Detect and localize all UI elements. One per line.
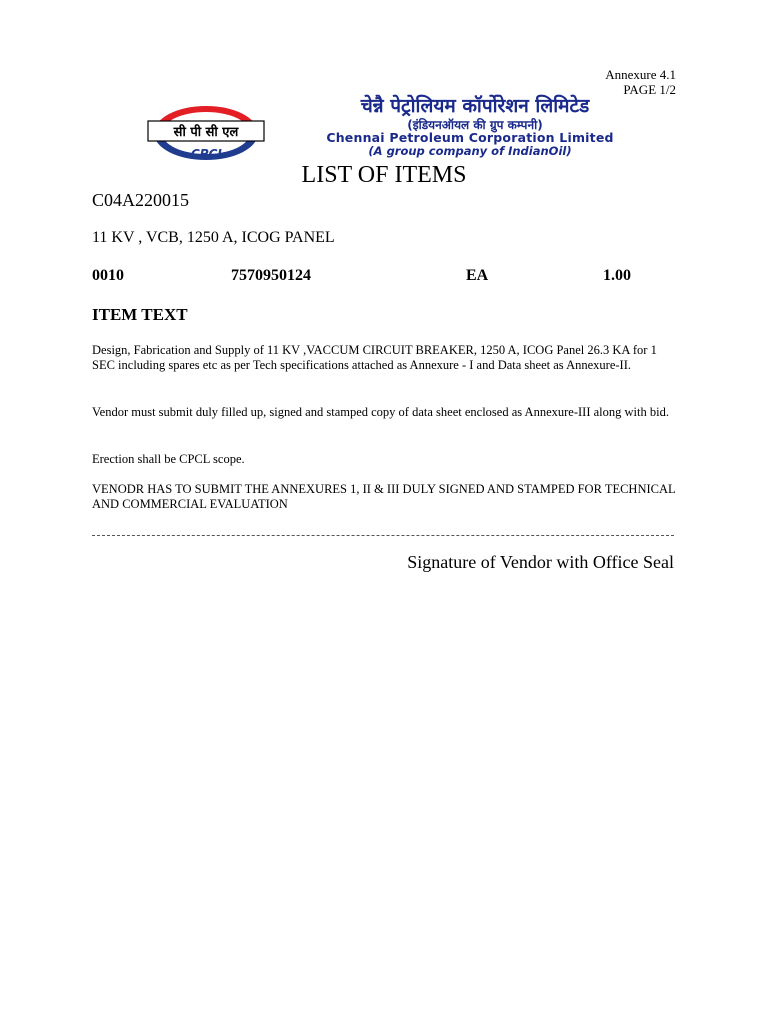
company-name-hindi-block <box>289 96 661 132</box>
item-short-description: 11 KV , VCB, 1250 A, ICOG PANEL <box>92 229 335 246</box>
subsidiary-note-english: (A group company of IndianOil) <box>368 144 572 158</box>
company-name-english: Chennai Petroleum Corporation Limited <box>326 130 614 145</box>
cpcl-logo-icon <box>144 103 268 163</box>
page-number: PAGE 1/2 <box>623 82 676 97</box>
item-number: 0010 <box>92 267 124 284</box>
dashed-divider <box>92 535 674 536</box>
paragraph-erection: Erection shall be CPCL scope. <box>92 452 245 466</box>
paragraph-annexure-submission: VENODR HAS TO SUBMIT THE ANNEXURES 1, II & III DULY SIGNED AND STAMPED FOR TECHNICAL AND COMMERCIAL EVALUATION <box>92 482 676 511</box>
document-title: LIST OF ITEMS <box>301 162 467 188</box>
logo-devanagari-text: सी पी सी एल <box>173 125 239 140</box>
annexure-label: Annexure 4.1 <box>605 67 676 82</box>
logo-cpcl-text: CPCL <box>190 147 226 161</box>
item-text-heading: ITEM TEXT <box>92 305 188 324</box>
annexure-reference <box>605 67 676 97</box>
unit-of-measure: EA <box>466 267 489 284</box>
paragraph-data-sheet: Vendor must submit duly filled up, signed and stamped copy of data sheet enclosed as Annexure-III along with bid. <box>92 405 669 419</box>
reference-number: C04A220015 <box>92 190 190 210</box>
cpcl-logo <box>144 103 268 163</box>
company-name-hindi: चेन्नै पेट्रोलियम कॉर्पोरेशन लिमिटेड <box>360 95 590 117</box>
signature-label: Signature of Vendor with Office Seal <box>407 552 674 572</box>
subsidiary-note-hindi: (इंडियनऑयल की ग्रुप कम्पनी) <box>407 118 543 132</box>
quantity: 1.00 <box>603 267 631 284</box>
material-code: 7570950124 <box>231 267 311 284</box>
paragraph-scope: Design, Fabrication and Supply of 11 KV ,VACCUM CIRCUIT BREAKER, 1250 A, ICOG Panel 26.3 KA for 1 SEC including spares etc as per Tech specifications attached as Annexure - I and Data sheet as Annexure-II. <box>92 343 657 372</box>
